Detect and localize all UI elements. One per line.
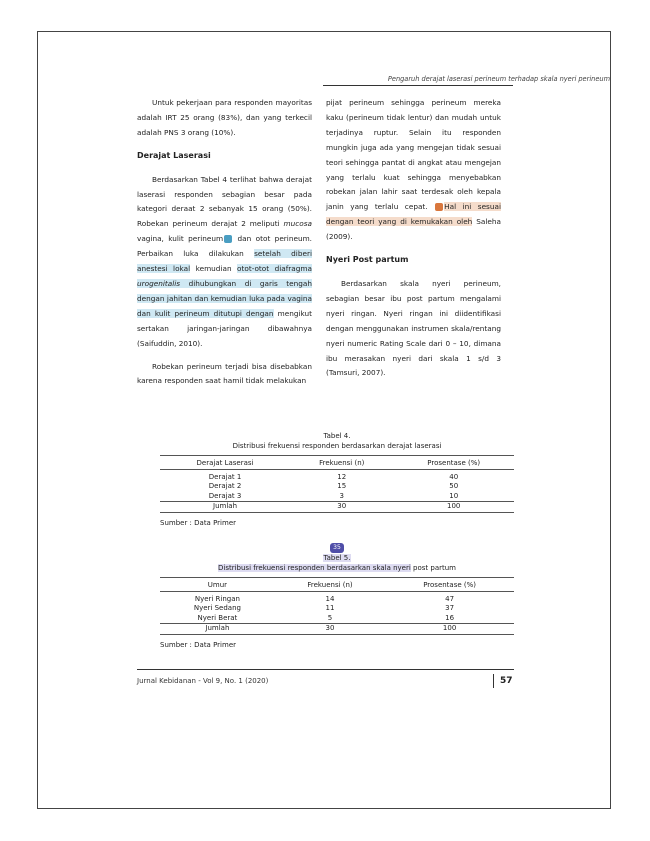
footer-rule [137, 669, 514, 670]
table-cell: Nyeri Sedang [193, 604, 241, 612]
text: mengikut sertakan jaringan-jaringan dibawahnya (Saifuddin, 2010). [137, 308, 313, 348]
table-row [160, 482, 514, 492]
table-row [160, 604, 514, 614]
table-cell: Jumlah [160, 502, 290, 513]
table-cell: 40 [449, 472, 459, 481]
page-frame [37, 31, 611, 809]
table-cell: 30 [290, 502, 393, 513]
annotation-marker-icon[interactable] [224, 235, 232, 243]
text: Saleha (2009). [326, 217, 501, 242]
table-cell: Jumlah [160, 624, 275, 635]
table-total-row [160, 502, 514, 513]
table-cell: 16 [445, 613, 455, 622]
table-4-label: Tabel 4. [323, 432, 351, 440]
left-paragraph-1: Untuk pekerjaan para responden mayoritas adalah IRT 25 orang (83%), dan yang terkecil adalah PNS 3 orang (10%). [137, 98, 312, 137]
text: vagina, kulit perineum [137, 234, 224, 244]
heading-nyeri-post-partum: Nyeri Post partum [326, 255, 409, 265]
table-cell: 3 [339, 491, 344, 500]
table-cell: 47 [445, 594, 455, 603]
page-number: 57 [500, 676, 513, 686]
table-cell: 30 [275, 624, 385, 635]
heading-derajat-laserasi: Derajat Laserasi [137, 150, 211, 160]
table-cell: 50 [449, 482, 459, 490]
table-cell: 100 [385, 624, 514, 635]
column-header: Frekuensi (n) [275, 578, 385, 592]
annotation-badge[interactable]: 35 [330, 543, 344, 553]
header-rule [323, 85, 513, 86]
table-4 [160, 431, 514, 513]
table-cell: 10 [449, 491, 459, 500]
text: Berdasarkan Tabel 4 terlihat bahwa derajat laserasi responden sebagian besar pada kategori deraat 2 sebanyak 15 orang (50%). Robekan perineum derajat 2 meliputi [137, 174, 312, 229]
table-cell: 12 [337, 472, 347, 481]
journal-name: Jurnal Kebidanan - Vol 9, No. 1 (2020) [137, 677, 269, 685]
table-5-label-wrap [160, 553, 514, 563]
right-paragraph-1 [326, 96, 501, 245]
table-cell: Derajat 1 [208, 472, 242, 481]
table-5 [160, 543, 514, 635]
table-cell: Nyeri Berat [197, 613, 238, 622]
table-total-row [160, 624, 514, 635]
text: dihubungkan di garis tengah dengan jahitan dan kemudian luka pada vagina dan kulit perineum ditutupi dengan [137, 278, 312, 318]
italic-term: mucosa [283, 219, 312, 229]
table-cell: Derajat 3 [208, 491, 242, 500]
text: otot-otot diafragma [237, 264, 312, 274]
table-5-source: Sumber : Data Primer [160, 641, 236, 649]
footer-divider [493, 674, 494, 688]
column-header: Umur [160, 578, 275, 592]
right-column [326, 96, 501, 381]
text: dan otot perineum. Perbaikan luka dilakukan [137, 234, 313, 259]
table-header-row [160, 578, 514, 592]
table-5-label[interactable]: Tabel 5. [323, 554, 351, 562]
right-paragraph-2: Berdasarkan skala nyeri perineum, sebagian besar ibu post partum mengalami nyeri ringan. Nyeri ringan ini diidentifikasi dengan menggunakan instrumen skala/rentang nyeri numeric Rating Scale dari 0 – 10, dimana ibu merasakan nyeri dari skala 1 s/d 3 (Tamsuri, 2007). [326, 278, 501, 378]
table-cell: Nyeri Ringan [194, 594, 240, 603]
running-head: Pengaruh derajat laserasi perineum terhadap skala nyeri perineum [387, 75, 610, 83]
left-paragraph-3: Robekan perineum terjadi bisa disebabkan karena responden saat hamil tidak melakukan [137, 361, 312, 386]
table-5-caption [160, 563, 514, 573]
table-cell: 5 [327, 613, 333, 622]
table-cell: 100 [393, 502, 514, 513]
table-4-caption: Distribusi frekuensi responden berdasarkan derajat laserasi [232, 442, 442, 450]
table-cell: 15 [337, 482, 347, 490]
table-cell: 14 [325, 594, 335, 603]
table-4-source: Sumber : Data Primer [160, 519, 236, 527]
column-header: Prosentase (%) [393, 456, 514, 470]
column-header: Frekuensi (n) [290, 456, 393, 470]
highlight-orange[interactable]: Hal ini sesuai dengan teori yang di kemukakan oleh [326, 202, 501, 227]
table-cell: 37 [445, 604, 455, 612]
text: kemudian [190, 264, 238, 274]
column-header: Derajat Laserasi [160, 456, 290, 470]
table-row [160, 614, 514, 624]
table-header-row [160, 456, 514, 470]
text: post partum [410, 564, 456, 572]
table-cell: Derajat 2 [208, 482, 242, 490]
table-row [160, 473, 514, 483]
italic-term: urogenitalis [137, 278, 181, 288]
highlight-purple[interactable]: Distribusi frekuensi responden berdasarkan skala nyeri [218, 564, 411, 572]
table-cell: 11 [325, 604, 335, 612]
table-4-grid [160, 455, 514, 513]
left-column [137, 96, 312, 389]
table-5-grid [160, 577, 514, 635]
column-header: Prosentase (%) [385, 578, 514, 592]
table-row [160, 595, 514, 605]
highlight-blue[interactable]: setelah diberi anestesi lokal [137, 249, 312, 274]
annotation-marker-icon[interactable] [435, 203, 443, 211]
text: pijat perineum sehingga perineum mereka kaku (perineum tidak lentur) dan mudah untuk terjadinya ruptur. Selain itu responden mungkin juga ada yang mengejan tidak sesuai teori sehingga pantat di angkat atau mengejan yang terlalu kuat sehingga menyebabkan robekan jalan lahir saat terdesak oleh kepala janin yang terlalu cepat. [326, 98, 501, 212]
table-row [160, 492, 514, 502]
left-paragraph-2 [137, 173, 312, 352]
